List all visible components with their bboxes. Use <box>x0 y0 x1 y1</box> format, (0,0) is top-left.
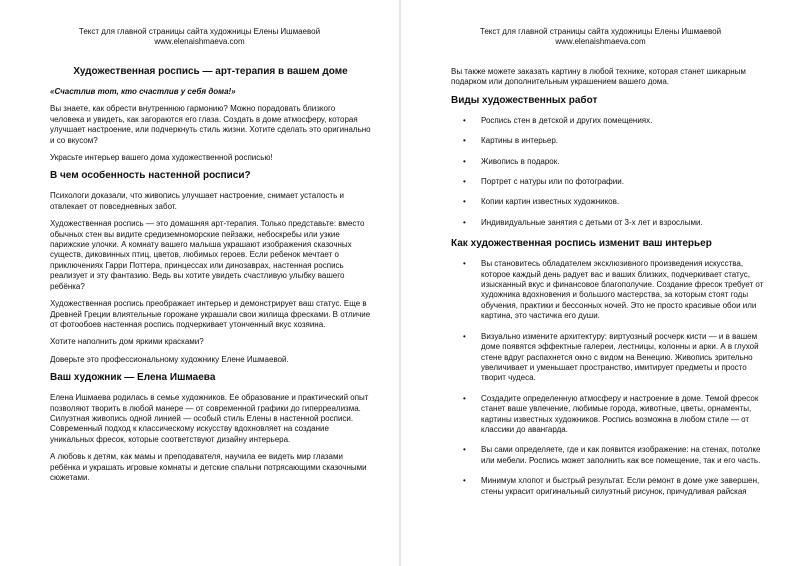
list-item: • Минимум хлопот и быстрый результат. Если ремонт в доме уже завершен, стены украсит оригинальный силуэтный рисунок, причудливая райская <box>463 476 760 496</box>
heading-types: Виды художественных работ <box>451 94 598 106</box>
list-item: • Вы становитесь обладателем эксклюзивного произведения искусства, которое каждый день радует вас и ваших близких, подчеркивает статус, изысканный вкус и финансовое благополучие. Создание фресок требует от художника вдохновения и большого мастерства, за которым стоят годы обучения, практики и бессонных ночей. Это не просто красивые обои или картина, это частичка его души. <box>463 259 764 321</box>
right-content <box>451 67 770 507</box>
bullet-icon: • <box>463 393 466 403</box>
benefits-list <box>451 259 770 497</box>
trust-paragraph: Доверьте это профессиональному художнику Елене Ишмаевой. <box>50 354 289 364</box>
list-item: • Визуально измените архитектуру: виртуозный росчерк кисти — и в вашем доме появятся эффектные галереи, лестницы, колонны и арки. А в глухой стене вдруг распахнется окно с видом на Венецию. Живопись зрительно увеличивает и уменьшает пространство, имитирует предметы и просто творит чудеса. <box>463 331 759 383</box>
bullet-icon: • <box>463 156 466 166</box>
page-left <box>0 0 399 566</box>
bullet-icon: • <box>463 136 466 146</box>
header-site-url: www.elenaishmaeva.com <box>555 37 646 46</box>
intro-paragraph: Вы знаете, как обрести внутреннюю гармонию? Можно порадовать близкого человека и увидеть, как загораются его глаза. Создать в доме атмосферу, которая улучшает настроение, или подчеркнуть стиль жизни. Хотите сделать это оригинально и со вкусом? <box>50 104 371 145</box>
bullet-icon: • <box>463 177 466 187</box>
bullet-icon: • <box>463 476 466 486</box>
status-paragraph: Художественная роспись преображает интерьер и демонстрирует ваш статус. Еще в Древней Греции влиятельные горожане украшали свои жилища фресками. В отличие от фотообоев настенная роспись подчеркивает утонченный вкус хозяина. <box>50 299 371 329</box>
left-content <box>50 66 371 490</box>
children-paragraph: А любовь к детям, как мамы и преподавателя, научила ее видеть мир глазами ребёнка и украшать игровые комнаты и детские спальни потрясающими сказочными сюжетами. <box>50 452 367 482</box>
list-item: • Картины в интерьер. <box>463 136 559 146</box>
header-line-1: Текст для главной страницы сайта художницы Елены Ишмаевой <box>479 27 722 36</box>
art-therapy-paragraph: Художественная роспись — это домашняя арт-терапия. Только представьте: вместо обычных стен вы видите средиземноморские пейзажи, небоскребы или узкие парижские улочки. А комнату вашего малыша украшают изображения сказочных существ, диковинных птиц, цветов, любимых героев. Если ребенок мечтает о приключениях Гарри Поттера, принцессах или динозаврах, настенная роспись реализует и эту фантазию. Ведь вы хотите увидеть счастливую улыбку вашего ребёнка? <box>50 219 365 291</box>
heading-feature: В чем особенность настенной росписи? <box>50 170 251 182</box>
bullet-icon: • <box>463 331 466 341</box>
bullet-icon: • <box>463 197 466 207</box>
types-list <box>451 116 770 228</box>
main-title: Художественная роспись — арт-терапия в вашем доме <box>73 66 348 77</box>
bullet-icon: • <box>463 445 466 455</box>
page-right <box>401 0 800 566</box>
list-item: • Создадите определенную атмосферу и настроение в доме. Темой фресок станет ваше увлечение, любимые города, животные, цветы, орнаменты, картины известных художников. Роспись возможна в любом стиле — от классики до авангарда. <box>463 393 759 434</box>
heading-interior-change: Как художественная роспись изменит ваш интерьер <box>451 238 712 250</box>
bullet-icon: • <box>463 259 466 269</box>
header-line-1: Текст для главной страницы сайта художницы Елены Ишмаевой <box>78 27 321 36</box>
bullet-icon: • <box>463 217 466 227</box>
page-header <box>401 27 800 47</box>
list-item: • Роспись стен в детской и других помещениях. <box>463 115 653 125</box>
list-item: • Индивидуальные занятия с детьми от 3-х лет и взрослыми. <box>463 217 703 227</box>
list-item: • Вы сами определяете, где и как появится изображение: на стенах, потолке или мебели. Роспись может заполнить как все помещение, так и его часть. <box>463 445 761 465</box>
bullet-icon: • <box>463 115 466 125</box>
epigraph-quote: «Счастлив тот, кто счастлив у себя дома!» <box>50 87 236 96</box>
header-site-url: www.elenaishmaeva.com <box>154 37 245 46</box>
list-item: • Портрет с натуры или по фотографии. <box>463 177 624 187</box>
heading-artist: Ваш художник — Елена Ишмаева <box>50 372 216 384</box>
order-paragraph: Вы также можете заказать картину в любой технике, которая станет шикарным подарком или дополнительным украшением вашего дома. <box>451 67 746 87</box>
page-header <box>0 27 399 47</box>
colors-question: Хотите наполнить дом яркими красками? <box>50 337 204 347</box>
list-item: • Копии картин известных художников. <box>463 197 620 207</box>
bio-paragraph: Елена Ишмаева родилась в семье художников. Ее образование и практический опыт позволяют творить в любой манере — от современной графики до гиперреализма. Силуэтная живопись одной линией — особый стиль Елены в настенной росписи. Современный подход к классическому искусству вдохновляет на создание уникальных фресок, которые соответствуют дизайну интерьера. <box>50 393 369 444</box>
list-item: • Живопись в подарок. <box>463 156 560 166</box>
decorate-paragraph: Украсьте интерьер вашего дома художественной росписью! <box>50 153 273 163</box>
psychology-paragraph: Психологи доказали, что живопись улучшает настроение, снимает усталость и отвлекает от повседневных забот. <box>50 191 344 211</box>
